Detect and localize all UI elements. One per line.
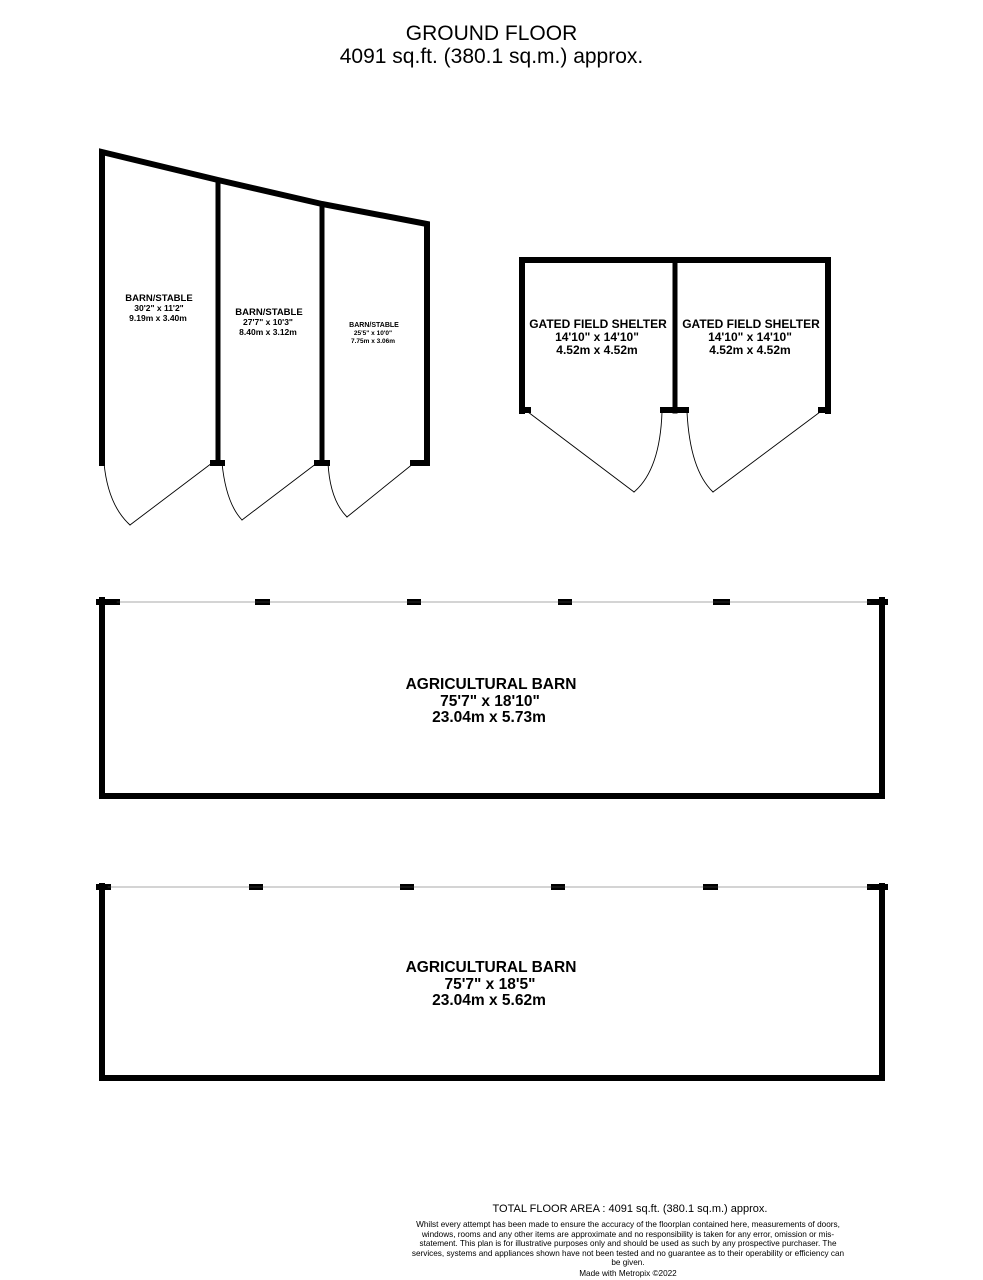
shelter-1-metric: 4.52m x 4.52m [556, 343, 638, 357]
stable-2-imperial: 27'7" x 10'3" [243, 317, 293, 327]
disclaimer-text: Whilst every attempt has been made to ensure the accuracy of the floorplan contained here, measurements of doors, windows, rooms and any other items are approximate and no responsibility is taken for any error, omission or mis-statement. This plan is for illustrative purposes only and should be used as such by any prospective purchaser. The services, systems and appliances shown have not been tested and no guarantee as to their operability or efficiency can be given. [411, 1220, 845, 1268]
shelter-1-imperial: 14'10" x 14'10" [555, 330, 639, 344]
shelter-1-name: GATED FIELD SHELTER [529, 317, 667, 331]
stable-3-name: BARN/STABLE [349, 322, 399, 329]
stable-doors [104, 463, 414, 525]
barn-1-name: AGRICULTURAL BARN [405, 676, 577, 693]
shelter-doors [528, 412, 820, 492]
floor-title: GROUND FLOOR [405, 22, 578, 45]
stable-3-imperial: 25'5" x 10'0" [353, 330, 393, 337]
shelter-2-metric: 4.52m x 4.52m [709, 343, 791, 357]
shelter-2-imperial: 14'10" x 14'10" [708, 330, 792, 344]
floor-area: 4091 sq.ft. (380.1 sq.m.) approx. [339, 45, 644, 68]
total-floor-area: TOTAL FLOOR AREA : 4091 sq.ft. (380.1 sq.m.) approx. [492, 1203, 768, 1215]
stable-2-name: BARN/STABLE [235, 307, 303, 318]
barn-1-imperial: 75'7" x 18'10" [440, 693, 540, 710]
shelter-2-name: GATED FIELD SHELTER [682, 317, 820, 331]
stable-1-imperial: 30'2" x 11'2" [134, 303, 184, 313]
barn-1-metric: 23.04m x 5.73m [432, 709, 546, 726]
barn-2-name: AGRICULTURAL BARN [405, 959, 577, 976]
made-with-credit: Made with Metropix ©2022 [579, 1269, 677, 1278]
stable-1-name: BARN/STABLE [125, 293, 193, 304]
stable-2-metric: 8.40m x 3.12m [239, 327, 297, 337]
stable-3-metric: 7.75m x 3.06m [350, 338, 396, 345]
barn-2-imperial: 75'7" x 18'5" [444, 976, 536, 993]
stable-1-metric: 9.19m x 3.40m [129, 313, 187, 323]
barn-2-metric: 23.04m x 5.62m [432, 992, 546, 1009]
